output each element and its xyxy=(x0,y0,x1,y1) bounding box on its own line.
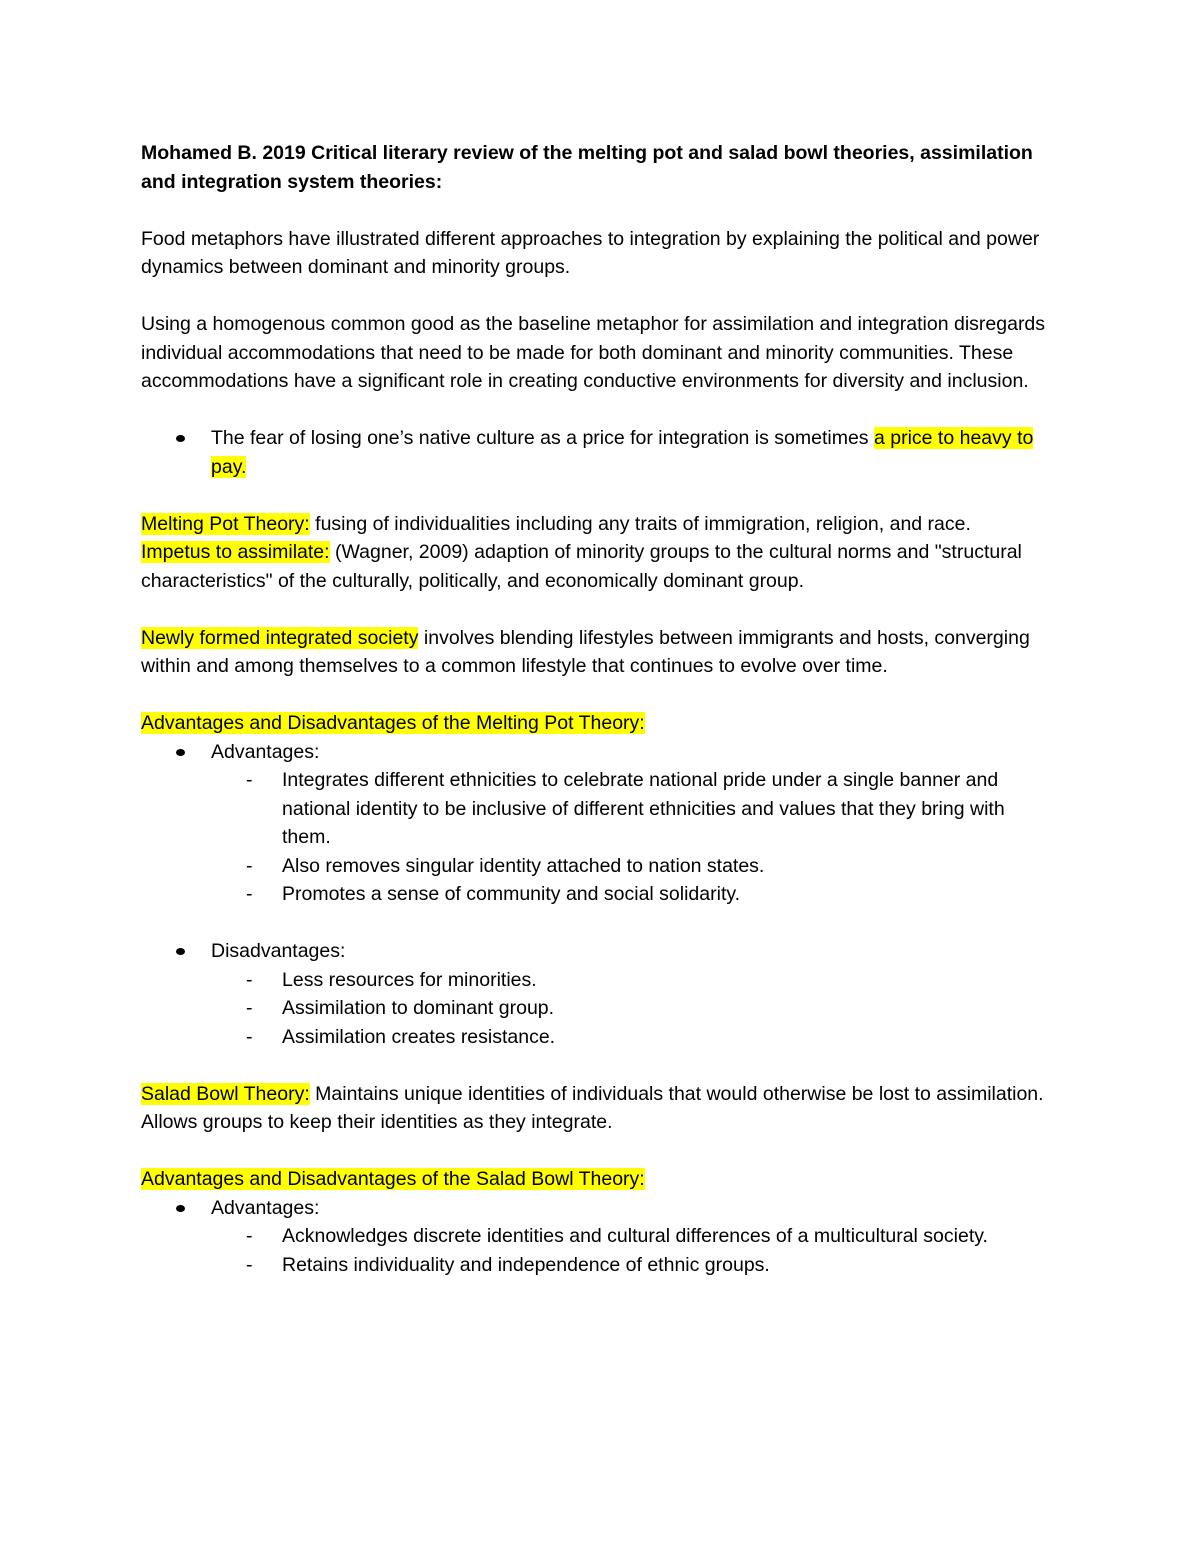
salad-bowl-label: Salad Bowl Theory: xyxy=(141,1082,310,1105)
melting-pot-pros-cons-list xyxy=(141,738,1051,1052)
fear-bullet-highlight: a price to heavy to pay. xyxy=(211,427,1034,478)
fear-bullet-text: The fear of losing one’s native culture as a price for integration is sometimes xyxy=(211,427,874,449)
impetus-text: (Wagner, 2009) adaption of minority groups to the cultural norms and "structural characteristics" of the culturally, politically, and economically dominant group. xyxy=(141,541,1022,592)
list-item: - Less resources for minorities. xyxy=(282,966,1051,995)
spacer xyxy=(141,595,1051,624)
fear-bullet-list xyxy=(141,424,1051,481)
list-item: - Also removes singular identity attached to nation states. xyxy=(282,852,1051,881)
spacer xyxy=(141,396,1051,425)
homogenous-paragraph: Using a homogenous common good as the baseline metaphor for assimilation and integration disregards individual accommodations that need to be made for both dominant and minority communities. These accommodations have a significant role in creating conductive environments for diversity and inclusion. xyxy=(141,313,1046,392)
melting-pot-pros-cons-heading: Advantages and Disadvantages of the Melting Pot Theory: xyxy=(141,712,645,734)
document-page xyxy=(141,139,1051,1279)
melting-pot-advantages-list xyxy=(211,766,1051,909)
fear-bullet-item xyxy=(211,424,1051,481)
salad-bowl-definition xyxy=(141,1080,1051,1137)
melting-pot-definition xyxy=(141,510,1051,539)
salad-bowl-pros-cons-list xyxy=(141,1194,1051,1280)
melting-pot-disadvantages-list xyxy=(211,966,1051,1052)
spacer xyxy=(141,1051,1051,1080)
document-title: Mohamed B. 2019 Critical literary review of the melting pot and salad bowl theories, assimilation and integration system theories: xyxy=(141,142,1033,193)
spacer xyxy=(141,196,1051,225)
list-item: - Assimilation to dominant group. xyxy=(282,994,1051,1023)
salad-bowl-pros-cons-heading-line xyxy=(141,1165,1051,1194)
melting-pot-disadvantages-label: Disadvantages: xyxy=(211,940,346,962)
melting-pot-disadvantages-item xyxy=(211,937,1051,1051)
salad-bowl-advantages-item xyxy=(211,1194,1051,1280)
melting-pot-text: fusing of individualities including any traits of immigration, religion, and race. xyxy=(309,512,971,535)
intro-paragraph: Food metaphors have illustrated different approaches to integration by explaining the political and power dynamics between dominant and minority groups. xyxy=(141,227,1040,278)
salad-bowl-advantages-label: Advantages: xyxy=(211,1196,320,1219)
list-item: - Acknowledges discrete identities and cultural differences of a multicultural society. xyxy=(282,1222,1051,1251)
list-item: - Promotes a sense of community and social solidarity. xyxy=(282,880,1051,909)
salad-bowl-advantages-list xyxy=(211,1222,1051,1279)
spacer xyxy=(141,1137,1051,1166)
salad-bowl-text: Maintains unique identities of individuals that would otherwise be lost to assimilation. Allows groups to keep their identities as they integrate. xyxy=(141,1082,1044,1133)
melting-pot-advantages-item xyxy=(211,738,1051,938)
melting-pot-label: Melting Pot Theory: xyxy=(141,512,310,535)
impetus-label: Impetus to assimilate: xyxy=(141,541,330,563)
impetus-definition xyxy=(141,538,1051,595)
list-item: - Retains individuality and independence of ethnic groups. xyxy=(282,1251,1051,1280)
newly-formed-label: Newly formed integrated society xyxy=(141,626,419,649)
melting-pot-pros-cons-heading-line xyxy=(141,709,1051,738)
spacer xyxy=(141,481,1051,510)
salad-bowl-pros-cons-heading: Advantages and Disadvantages of the Salad Bowl Theory: xyxy=(141,1168,645,1190)
spacer xyxy=(211,909,1051,938)
melting-pot-advantages-label: Advantages: xyxy=(211,740,320,763)
newly-formed-text: involves blending lifestyles between immigrants and hosts, converging within and among themselves to a common lifestyle that continues to evolve over time. xyxy=(141,626,1030,677)
spacer xyxy=(141,681,1051,710)
spacer xyxy=(141,282,1051,311)
newly-formed-definition xyxy=(141,624,1051,681)
list-item: - Assimilation creates resistance. xyxy=(282,1023,1051,1052)
list-item: - Integrates different ethnicities to celebrate national pride under a single banner and national identity to be inclusive of different ethnicities and values that they bring with them. xyxy=(282,766,1051,852)
